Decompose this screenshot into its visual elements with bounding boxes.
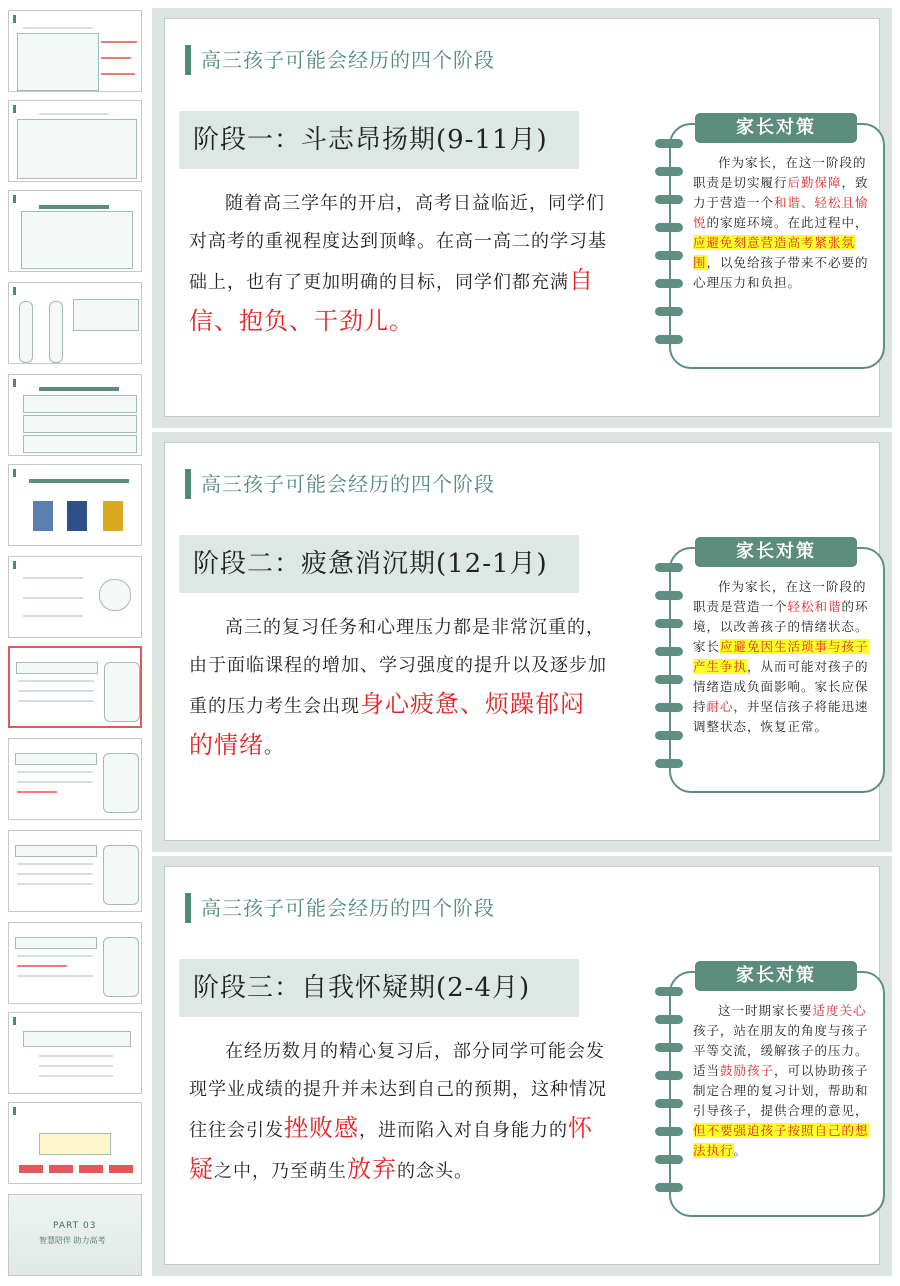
heading-accent-bar bbox=[185, 45, 191, 75]
slide-heading: 高三孩子可能会经历的四个阶段 bbox=[201, 48, 495, 72]
highlight-text: 怀疑 bbox=[189, 1114, 593, 1183]
slide-thumbnail-6[interactable] bbox=[8, 464, 142, 546]
highlight-text: 自信、抱负、干劲儿。 bbox=[189, 266, 594, 335]
stage-description: 在经历数月的精心复习后，部分同学可能会发现学业成绩的提升并未达到自己的预期，这种情况往往会引发挫败感，进而陷入对自身能力的怀疑之中，乃至萌生放弃的念头。 bbox=[189, 1041, 607, 1183]
notebook-rings bbox=[655, 563, 685, 787]
notebook-rings bbox=[655, 139, 685, 363]
advice-title: 家长对策 bbox=[695, 961, 857, 991]
slide-thumbnail-3[interactable] bbox=[8, 190, 142, 272]
advice-text: 作为家长，在这一阶段的职责是切实履行后勤保障，致力于营造一个和谐、轻松且愉悦的家庭环境。在此过程中，应避免刻意营造高考紧张氛围，以免给孩子带来不必要的心理压力和负担。 bbox=[693, 155, 869, 290]
advice-text: 作为家长，在这一阶段的职责是营造一个轻松和谐的环境，以改善孩子的情绪状态。家长应避免因生活琐事与孩子产生争执，从而可能对孩子的情绪造成负面影响。家长应保持耐心，并坚信孩子将能迅速调整状态，恢复正常。 bbox=[693, 579, 869, 734]
parent-advice-panel bbox=[669, 541, 885, 793]
slide-thumbnail-5[interactable] bbox=[8, 374, 142, 456]
stage-description: 高三的复习任务和心理压力都是非常沉重的，由于面临课程的增加、学习强度的提升以及逐步加重的压力考生会出现身心疲惫、烦躁郁闷的情绪。 bbox=[189, 617, 607, 759]
slide-thumbnail-14[interactable] bbox=[8, 1194, 142, 1276]
slide-heading: 高三孩子可能会经历的四个阶段 bbox=[201, 472, 495, 496]
parent-advice-panel bbox=[669, 117, 885, 369]
slide-thumbnail-4[interactable] bbox=[8, 282, 142, 364]
advice-text: 这一时期家长要适度关心孩子，站在朋友的角度与孩子平等交流，缓解孩子的压力。适当鼓励孩子，可以协助孩子制定合理的复习计划，帮助和引导孩子，提供合理的意见，但不要强迫孩子按照自己的想法执行。 bbox=[693, 1003, 869, 1158]
slide-heading: 高三孩子可能会经历的四个阶段 bbox=[201, 896, 495, 920]
stage-title: 阶段二：疲惫消沉期(12-1月) bbox=[193, 549, 548, 579]
stage-title-box bbox=[179, 535, 579, 593]
slide-thumbnail-1[interactable] bbox=[8, 10, 142, 92]
slide-stage-3[interactable] bbox=[152, 856, 892, 1276]
slide-thumbnail-13[interactable] bbox=[8, 1102, 142, 1184]
advice-title: 家长对策 bbox=[695, 113, 857, 143]
stage-title-box bbox=[179, 959, 579, 1017]
heading-accent-bar bbox=[185, 469, 191, 499]
stage-title: 阶段三：自我怀疑期(2-4月) bbox=[193, 973, 531, 1003]
slide-thumbnail-11[interactable] bbox=[8, 922, 142, 1004]
stage-title: 阶段一：斗志昂扬期(9-11月) bbox=[193, 125, 548, 155]
slide-thumbnail-12[interactable] bbox=[8, 1012, 142, 1094]
parent-advice-panel bbox=[669, 965, 885, 1217]
advice-title: 家长对策 bbox=[695, 537, 857, 567]
highlight-text: 放弃 bbox=[347, 1155, 397, 1183]
heading-accent-bar bbox=[185, 893, 191, 923]
slide-thumbnail-8[interactable] bbox=[8, 646, 142, 728]
notebook-rings bbox=[655, 987, 685, 1211]
slide-thumbnail-7[interactable] bbox=[8, 556, 142, 638]
section-subtitle: 智慧陪伴 助力高考 bbox=[39, 1236, 106, 1245]
slide-thumbnail-9[interactable] bbox=[8, 738, 142, 820]
highlight-text: 挫败感 bbox=[284, 1114, 359, 1142]
slide-thumbnail-2[interactable] bbox=[8, 100, 142, 182]
slide-thumbnail-10[interactable] bbox=[8, 830, 142, 912]
slide-thumbnail-panel bbox=[0, 0, 148, 1286]
slide-stage-1[interactable] bbox=[152, 8, 892, 428]
stage-title-box bbox=[179, 111, 579, 169]
highlight-text: 身心疲惫、烦躁郁闷的情绪 bbox=[189, 690, 585, 759]
section-title: PART 03 bbox=[53, 1221, 97, 1231]
slide-stage-2[interactable] bbox=[152, 432, 892, 852]
stage-description: 随着高三学年的开启，高考日益临近，同学们对高考的重视程度达到顶峰。在高一高二的学习基础上，也有了更加明确的目标，同学们都充满自信、抱负、干劲儿。 bbox=[189, 193, 607, 335]
